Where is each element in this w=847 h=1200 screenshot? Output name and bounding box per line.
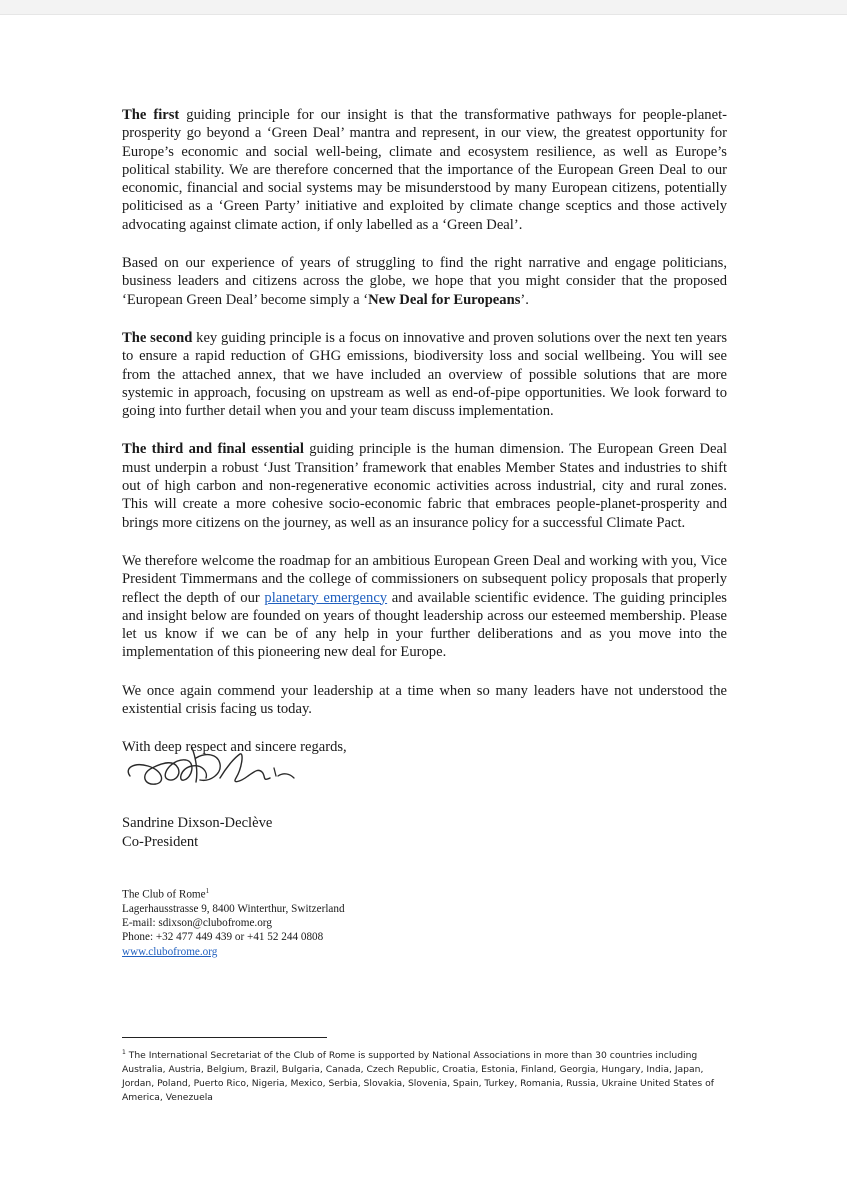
paragraph-text: Based on our experience of years of struggling to find the right narrative and engage politicians, business leaders and citizens across the globe, we hope that you might consider that the proposed ‘European Green Deal’ become simply a ‘ bbox=[122, 255, 727, 308]
footnote-divider bbox=[122, 1037, 327, 1038]
letter-body bbox=[122, 106, 727, 777]
paragraph-lead: The second bbox=[122, 329, 193, 346]
paragraph-second-principle bbox=[122, 329, 727, 420]
paragraph-text-end: ’. bbox=[520, 291, 529, 308]
signer-title: Co-President bbox=[122, 834, 199, 850]
top-bar bbox=[0, 0, 847, 15]
footnote-reference: 1 bbox=[205, 887, 210, 895]
paragraph-first-principle bbox=[122, 106, 727, 234]
organization-name bbox=[122, 884, 345, 902]
signer-name: Sandrine Dixson-Declève bbox=[122, 815, 273, 831]
address-block bbox=[122, 884, 345, 959]
phone-line: Phone: +32 477 449 439 or +41 52 244 0808 bbox=[122, 931, 324, 944]
paragraph-roadmap bbox=[122, 552, 727, 662]
closing-text: With deep respect and sincere regards, bbox=[122, 739, 347, 756]
paragraph-text: We therefore welcome the roadmap for an ambitious European Green Deal and working with you, Vice President Timmermans and the college of commissioners on subsequent policy proposals that properly reflect the depth of our bbox=[122, 552, 727, 606]
footnote-text: The International Secretariat of the Club of Rome is supported by National Associations in more than 30 countries including Australia, Austria, Belgium, Brazil, Bulgaria, Canada, Czech Republic, Croatia, Estonia, Finland, Georgia, Hungary, India, Japan, Jordan, Poland, Puerto Rico, Nigeria, Mexico, Serbia, Slovakia, Slovenia, Spain, Turkey, Romania, Russia, Ukraine United States of America, Venezuela bbox=[122, 1050, 714, 1104]
paragraph-commend bbox=[122, 682, 727, 719]
paragraph-third-principle bbox=[122, 440, 727, 531]
signer-block bbox=[122, 814, 272, 852]
email-line: E-mail: sdixson@clubofrome.org bbox=[122, 917, 272, 930]
paragraph-lead: The first bbox=[122, 107, 180, 123]
paragraph-lead: The third and final essential bbox=[122, 441, 304, 458]
paragraph-text-end: and available scientific evidence. The guiding principles and insight below are founded on years of thought leadership across our esteemed membership. Please let us know if we can be of any help in your further deliberations and as you move into the implementation of this pioneering new deal for Europe. bbox=[122, 589, 727, 661]
footnote bbox=[122, 1046, 727, 1105]
new-deal-emphasis: New Deal for Europeans bbox=[368, 291, 521, 308]
handwritten-signature bbox=[122, 738, 302, 798]
paragraph-text: guiding principle is the human dimension. The European Green Deal must underpin a robust ‘Just Transition’ framework that enables Member States and industries to shift out of high carbon and non-regenerative economic activities across industrial, city and rural zones. This will create a more cohesive socio-economic fabric that embraces people-planet-prosperity and brings more citizens on the journey, as well as an insurance policy for a successful Climate Pact. bbox=[122, 441, 727, 531]
organization-label: The Club of Rome bbox=[122, 888, 206, 901]
paragraph-text: key guiding principle is a focus on innovative and proven solutions over the next ten years to ensure a rapid reduction of GHG emissions, biodiversity loss and social wellbeing. You will see from the attached annex, that we have included an overview of possible solutions that are more systemic in approach, focusing on upstream as well as end-of-pipe opportunities. We look forward to going into further detail when you and your team discuss implementation. bbox=[122, 329, 727, 420]
paragraph-new-deal bbox=[122, 254, 727, 309]
planetary-emergency-link[interactable]: planetary emergency bbox=[264, 589, 388, 606]
street-address: Lagerhausstrasse 9, 8400 Winterthur, Switzerland bbox=[122, 902, 345, 915]
website-link[interactable]: www.clubofrome.org bbox=[122, 945, 218, 958]
footnote-mark: 1 bbox=[122, 1049, 126, 1056]
paragraph-text: guiding principle for our insight is that the transformative pathways for people-planet-prosperity go beyond a ‘Green Deal’ mantra and represent, in our view, the greatest opportunity for Europe’s economic and social well-being, climate and ecosystem resilience, as well as Europe’s political stability. We are therefore concerned that the importance of the European Green Deal to our economic, financial and social systems may be misunderstood by many European citizens, potentially politicised as a ‘Green Party’ initiative and exploited by climate change sceptics and those actively advocating against climate action, if only labelled as a ‘Green Deal’. bbox=[122, 107, 727, 233]
paragraph-text: We once again commend your leadership at a time when so many leaders have not understood the existential crisis facing us today. bbox=[122, 682, 727, 718]
